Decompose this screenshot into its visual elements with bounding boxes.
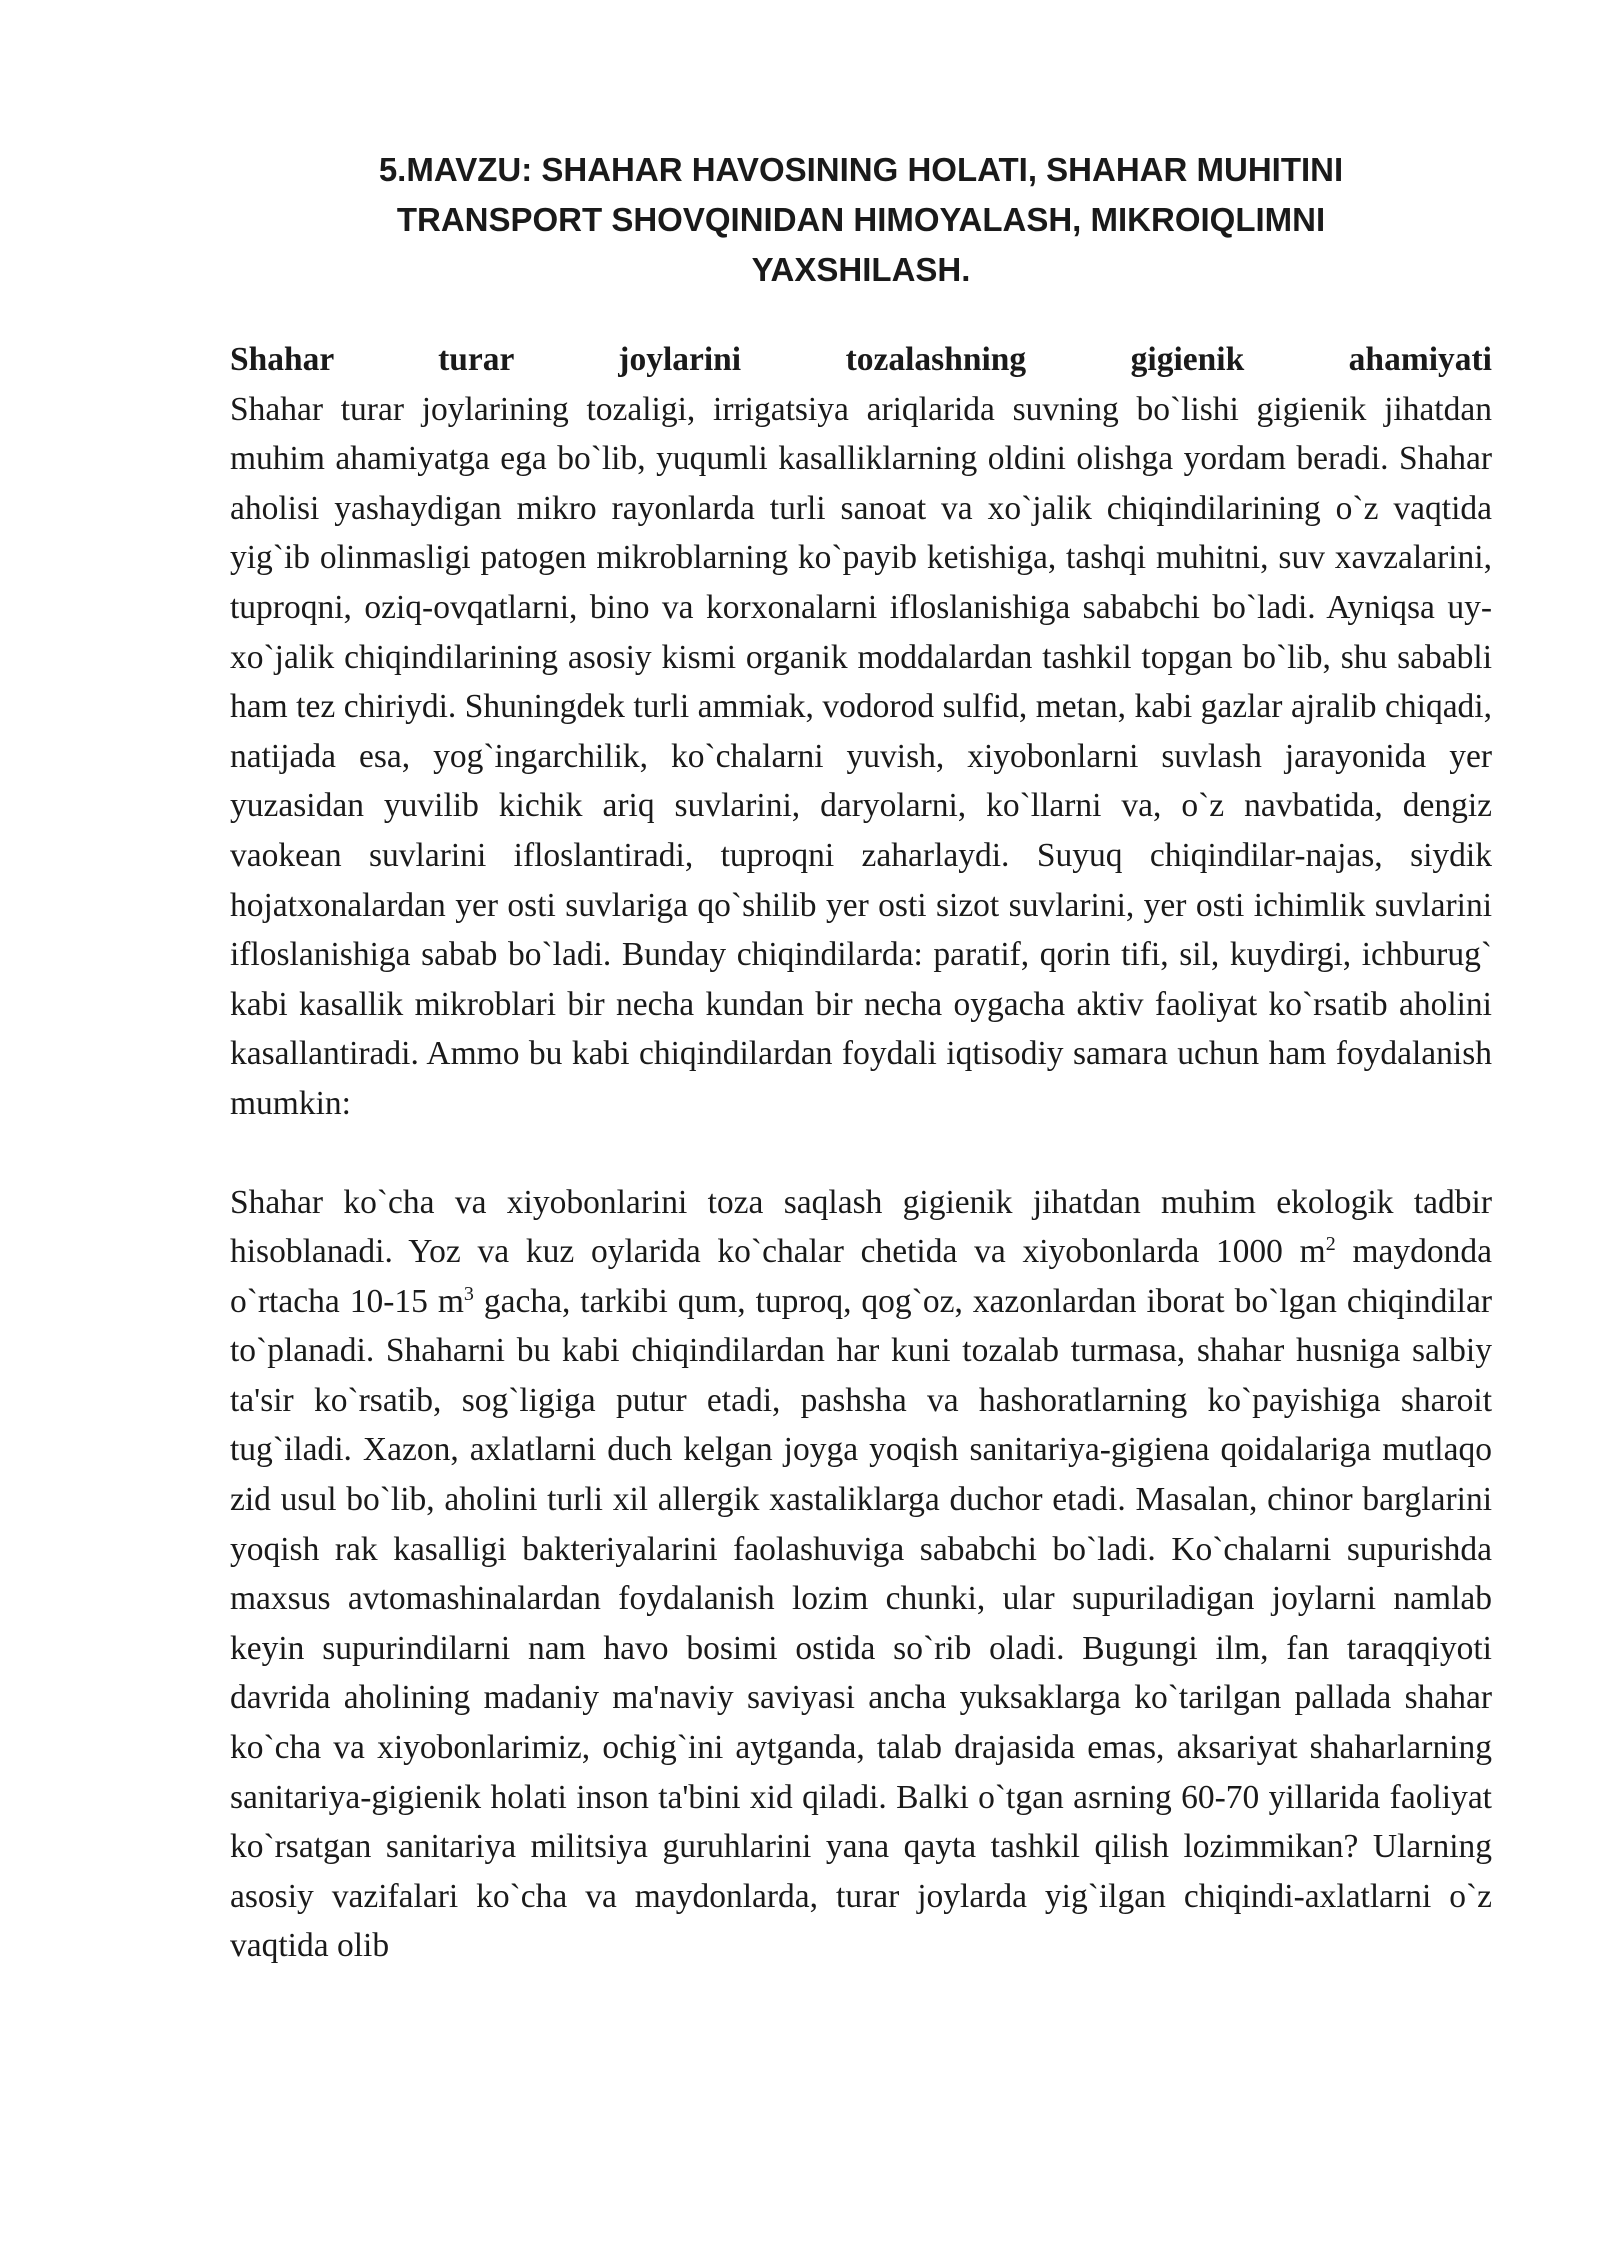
paragraph-2-text-c: gacha, tarkibi qum, tuproq, qog`oz, xazonlardan iborat bo`lgan chiqindilar to`planadi. Shaharni bu kabi chiqindilardan har kuni tozalab turmasa, shahar husniga salbiy ta'sir ko`rsatib, sog`ligiga putur etadi, pashsha va hashoratlarning ko`payishiga sharoit tug`iladi. Xazon, axlatlarni duch kelgan joyga yoqish sanitariya-gigiena qoidalariga mutlaqo zid usul bo`lib, aholini turli xil allergik xastaliklarga duchor etadi. Masalan, chinor barglarini yoqish rak kasalligi bakteriyalarini faolashuviga sababchi bo`ladi. Ko`chalarni supurishda maxsus avtomashinalardan foydalanish lozim chunki, ular supuriladigan joylarni namlab keyin supurindilarni nam havo bosimi ostida so`rib oladi. Bugungi ilm, fan taraqqiyoti davrida aholining madaniy ma'naviy saviyasi ancha yuksaklarga ko`tarilgan pallada shahar ko`cha va xiyobonlarimiz, ochig`ini aytganda, talab drajasida emas, aksariyat shaharlarning sanitariya-gigienik holati inson ta'bini xid qiladi. Balki o`tgan asrning 60-70 yillarida faoliyat ko`rsatgan sanitariya militsiya guruhlarini yana qayta tashkil qilish lozimmikan? Ularning asosiy vazifalari ko`cha va maydonlarda, turar joylarda yig`ilgan chiqindi-axlatlarni o`z vaqtida olib	[230, 1282, 1492, 1965]
page-title	[250, 145, 1472, 295]
superscript-2: 2	[1325, 1232, 1336, 1255]
title-line-1: 5.MAVZU: SHAHAR HAVOSINING HOLATI, SHAHAR MUHITINI	[378, 151, 1344, 188]
paragraph-spacer	[230, 1129, 1492, 1178]
paragraph-1-text: Shahar turar joylarining tozaligi, irrigatsiya ariqlarida suvning bo`lishi gigienik jihatdan muhim ahamiyatga ega bo`lib, yuqumli kasalliklarning oldini olishga yordam beradi. Shahar aholisi yashaydigan mikro rayonlarda turli sanoat va xo`jalik chiqindilarining o`z vaqtida yig`ib olinmasligi patogen mikroblarning ko`payib ketishiga, tashqi muhitni, suv xavzalarini, tuproqni, oziq-ovqatlarni, bino va korxonalarni ifloslanishiga sababchi bo`ladi. Ayniqsa uy-xo`jalik chiqindilarining asosiy kismi organik moddalardan tashkil topgan bo`lib, shu sababli ham tez chiriydi. Shuningdek turli ammiak, vodorod sulfid, metan, kabi gazlar ajralib chiqadi, natijada esa, yog`ingarchilik, ko`chalarni yuvish, xiyobonlarni suvlash jarayonida yer yuzasidan yuvilib kichik ariq suvlarini, daryolarni, ko`llarni va, o`z navbatida, dengiz vaokean suvlarini ifloslantiradi, tuproqni zaharlaydi. Suyuq chiqindilar-najas, siydik hojatxonalardan yer osti suvlariga qo`shilib yer osti sizot suvlarini, yer osti ichimlik suvlarini ifloslanishiga sabab bo`ladi. Bunday chiqindilarda: paratif, qorin tifi, sil, kuydirgi, ichburug` kabi kasallik mikroblari bir necha kundan bir necha oygacha aktiv faoliyat ko`rsatib aholini kasallantiradi. Ammo bu kabi chiqindilardan foydali iqtisodiy samara uchun ham foydalanish mumkin:	[230, 390, 1492, 1122]
document-page	[230, 145, 1492, 1971]
title-line-3: YAXSHILASH.	[751, 251, 971, 288]
body-paragraph-1	[230, 335, 1492, 1129]
title-line-2: TRANSPORT SHOVQINIDAN HIMOYALASH, MIKROIQLIMNI	[396, 201, 1326, 238]
paragraph-2-text-b: maydonda o`rtacha 10-15 m	[230, 1233, 1492, 1320]
body-paragraph-2	[230, 1178, 1492, 1972]
paragraph-2-text-a: Shahar ko`cha va xiyobonlarini toza saqlash gigienik jihatdan muhim ekologik tadbir hisoblanadi. Yoz va kuz oylarida ko`chalar chetida va xiyobonlarda 1000 m	[230, 1183, 1492, 1271]
superscript-3: 3	[463, 1282, 474, 1305]
section-heading: Shahar turar joylarini tozalashning gigienik ahamiyati	[230, 341, 1492, 378]
